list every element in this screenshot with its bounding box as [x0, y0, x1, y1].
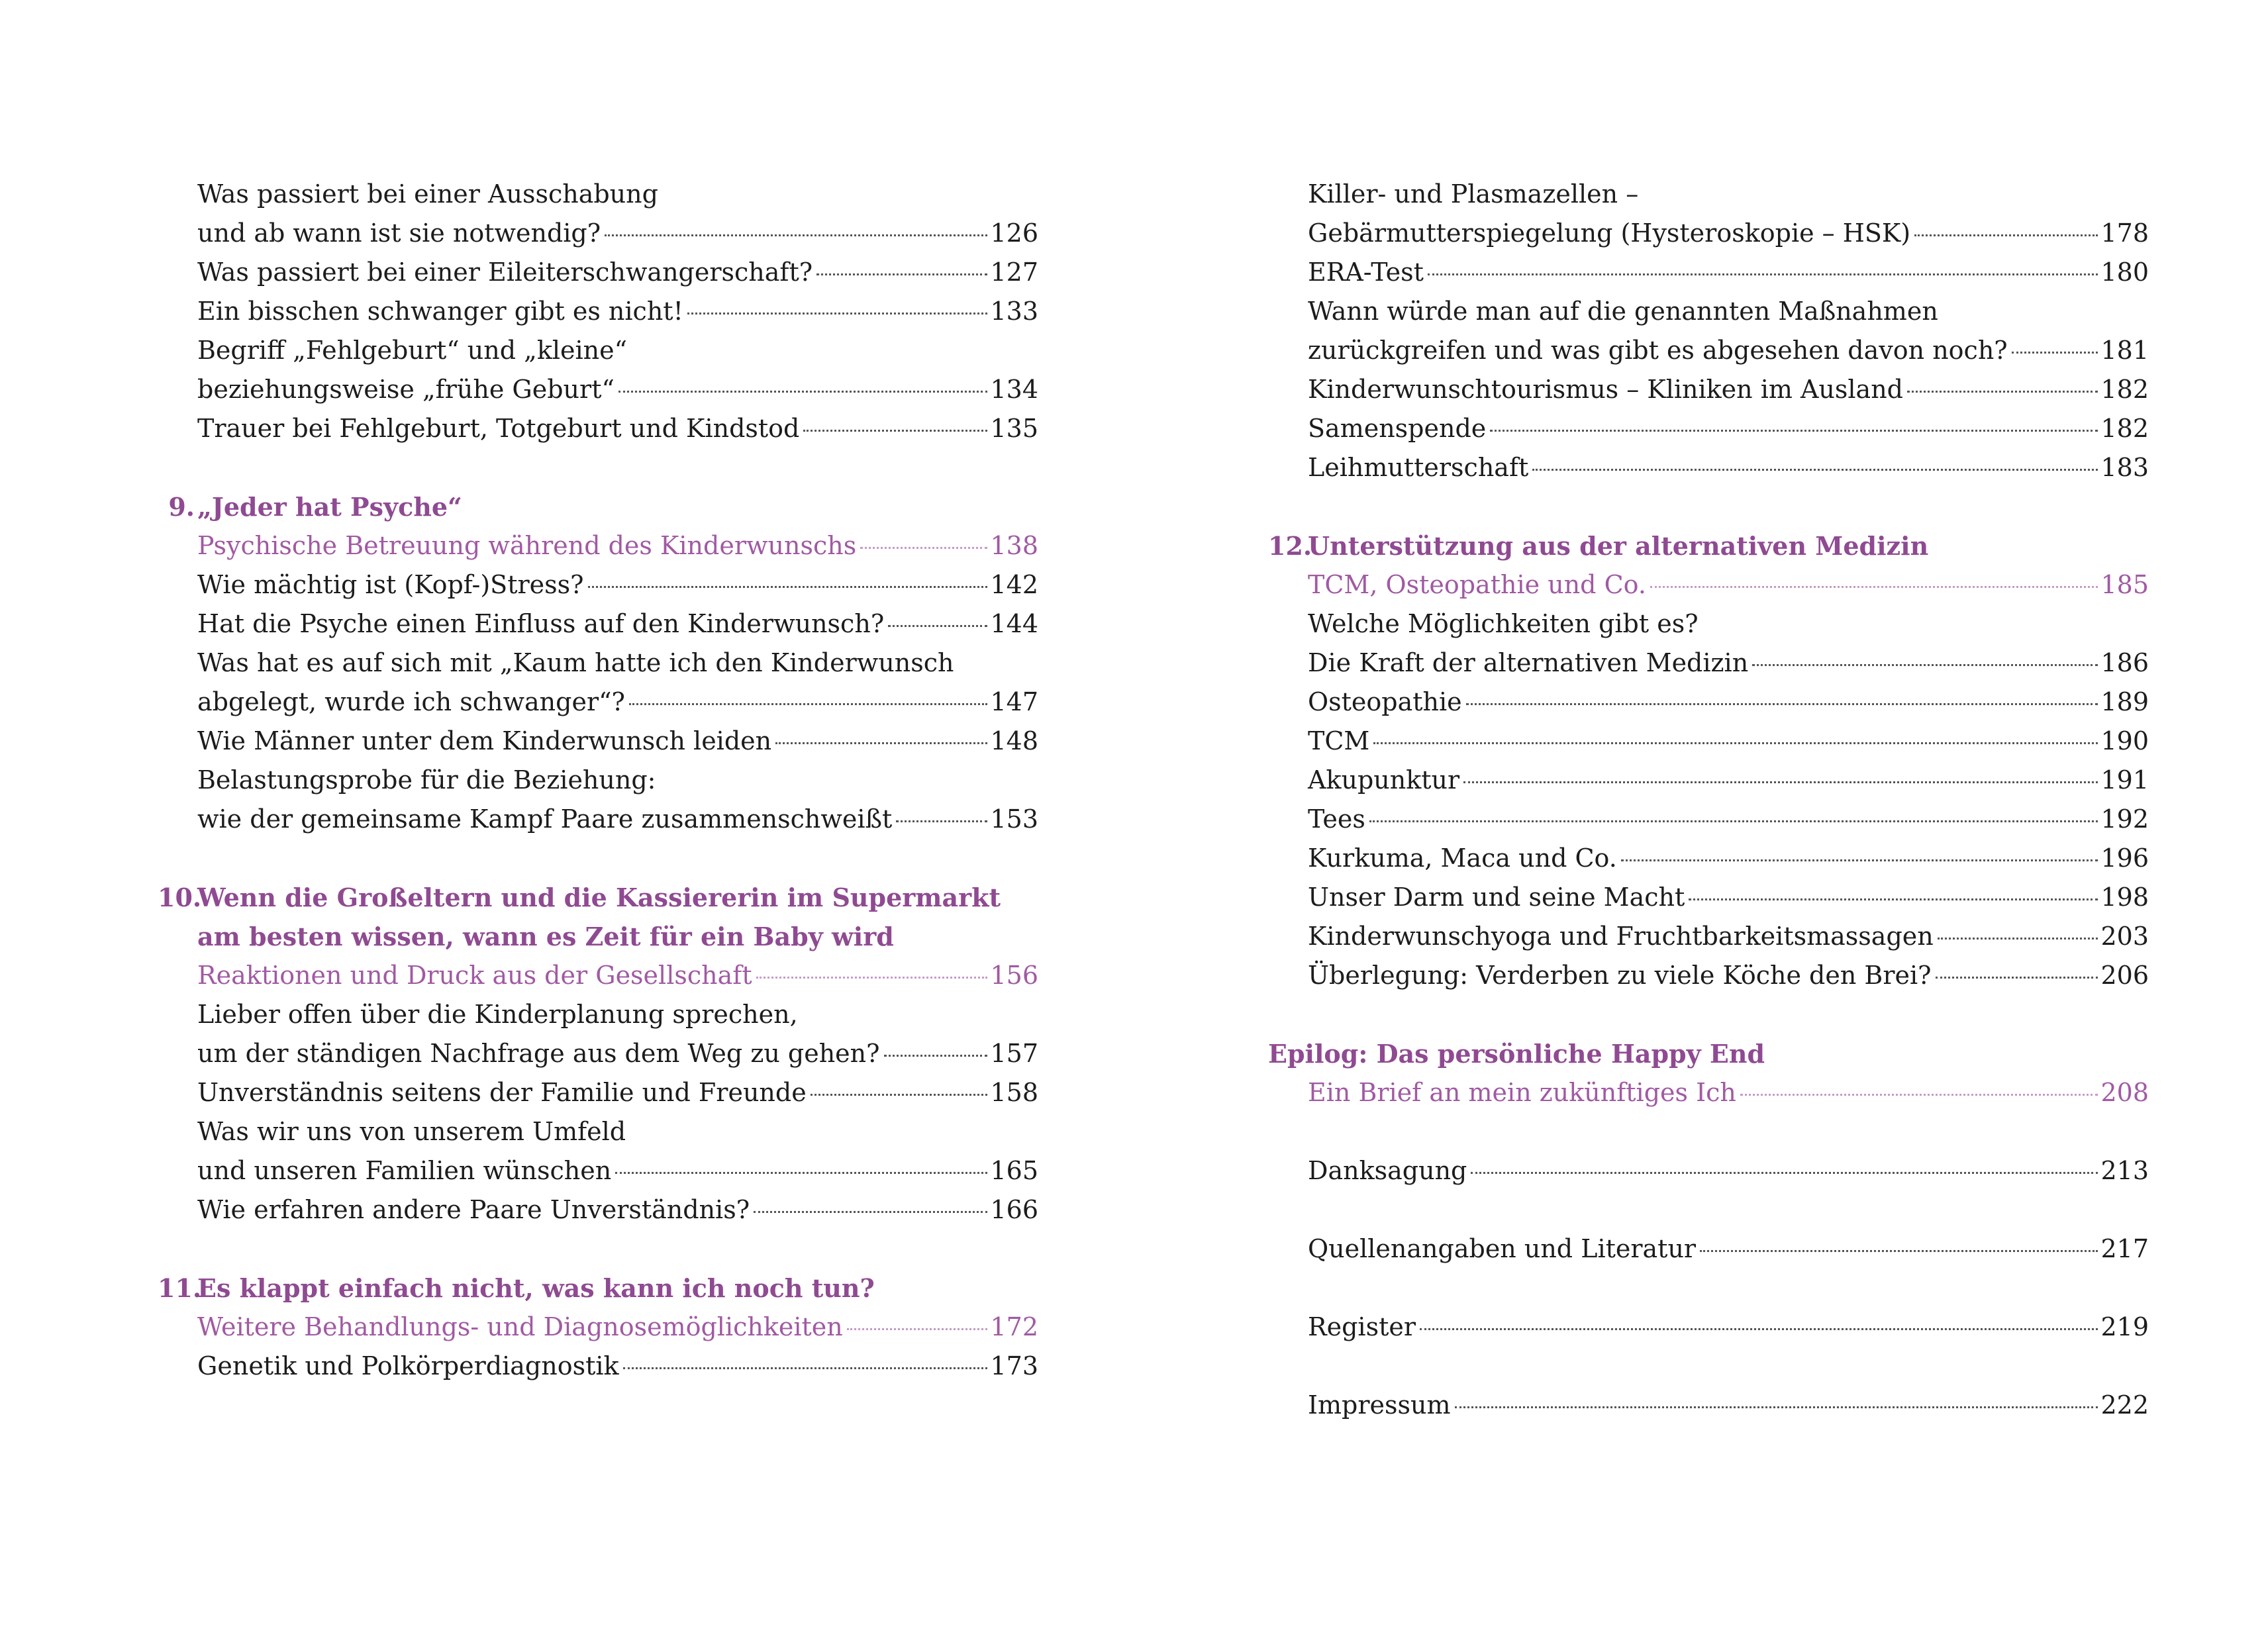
- dot-leader: [629, 703, 988, 705]
- page-number: 217: [2100, 1234, 2149, 1263]
- dot-leader: [1938, 938, 2098, 940]
- toc-entry[interactable]: Unser Darm und seine Macht 198: [1268, 878, 2149, 917]
- page-number: 185: [2100, 570, 2149, 599]
- page-number: 147: [990, 687, 1038, 716]
- page-number: 186: [2100, 648, 2149, 677]
- dot-leader: [1369, 820, 2098, 822]
- dot-leader: [1455, 1406, 2098, 1408]
- toc-entry[interactable]: Hat die Psyche einen Einfluss auf den Kinderwunsch? 144: [158, 604, 1038, 644]
- dot-leader: [615, 1172, 987, 1174]
- toc-entry[interactable]: Wie mächtig ist (Kopf-)Stress? 142: [158, 565, 1038, 604]
- toc-entry[interactable]: Wie Männer unter dem Kinderwunsch leiden 148: [158, 722, 1038, 761]
- dot-leader: [1463, 781, 2098, 783]
- dot-leader: [811, 1094, 988, 1096]
- page-number: 165: [990, 1156, 1038, 1185]
- page-number: 206: [2100, 961, 2149, 990]
- chapter-number: 12.: [1268, 531, 1312, 561]
- dot-leader: [1471, 1172, 2098, 1174]
- page-number: 189: [2100, 687, 2149, 716]
- page-number: 182: [2100, 375, 2149, 404]
- chapter-10-subtitle[interactable]: Reaktionen und Druck aus der Gesellschaft 156: [158, 956, 1038, 995]
- dot-leader: [605, 234, 987, 236]
- chapter-9-subtitle[interactable]: Psychische Betreuung während des Kinderwunschs 138: [158, 526, 1038, 565]
- toc-entry[interactable]: zurückgreifen und was gibt es abgesehen davon noch? 181: [1268, 331, 2149, 370]
- page-number: 192: [2100, 804, 2149, 834]
- page-number: 190: [2100, 726, 2149, 755]
- toc-entry[interactable]: Kinderwunschtourismus – Kliniken im Ausland 182: [1268, 370, 2149, 409]
- page-number: 213: [2100, 1156, 2149, 1185]
- toc-entry[interactable]: Leihmutterschaft 183: [1268, 448, 2149, 487]
- toc-entry[interactable]: Überlegung: Verderben zu viele Köche den Brei? 206: [1268, 956, 2149, 995]
- page-number: 172: [990, 1312, 1038, 1341]
- toc-entry[interactable]: Was passiert bei einer Eileiterschwangerschaft? 127: [158, 253, 1038, 292]
- dot-leader: [1428, 273, 2098, 275]
- page-number: 191: [2100, 765, 2149, 795]
- toc-entry[interactable]: Osteopathie 189: [1268, 683, 2149, 722]
- page-number: 196: [2100, 844, 2149, 873]
- toc-entry[interactable]: und ab wann ist sie notwendig? 126: [158, 214, 1038, 253]
- page-number: 182: [2100, 414, 2149, 443]
- dot-leader: [1936, 977, 2098, 979]
- dot-leader: [1700, 1250, 2098, 1252]
- toc-line: Was hat es auf sich mit „Kaum hatte ich den Kinderwunsch: [197, 648, 954, 677]
- toc-entry-impressum[interactable]: Impressum 222: [1268, 1386, 2149, 1425]
- toc-entry[interactable]: Genetik und Polkörperdiagnostik 173: [158, 1347, 1038, 1386]
- page-number: 178: [2100, 218, 2149, 248]
- chapter-number: 10.: [158, 883, 202, 912]
- dot-leader: [803, 430, 987, 432]
- toc-entry-danksagung[interactable]: Danksagung 213: [1268, 1151, 2149, 1190]
- page-number: 135: [990, 414, 1038, 443]
- dot-leader: [756, 977, 988, 979]
- toc-line: Killer- und Plasmazellen –: [1308, 179, 1639, 209]
- dot-leader: [1532, 469, 2098, 471]
- toc-entry[interactable]: abgelegt, wurde ich schwanger“? 147: [158, 683, 1038, 722]
- dot-leader: [1621, 859, 2098, 861]
- toc-entry[interactable]: um der ständigen Nachfrage aus dem Weg zu gehen? 157: [158, 1034, 1038, 1073]
- dot-leader: [1490, 430, 2098, 432]
- toc-entry[interactable]: Unverständnis seitens der Familie und Freunde 158: [158, 1073, 1038, 1112]
- page-number: 158: [990, 1078, 1038, 1107]
- page-number: 222: [2100, 1390, 2149, 1420]
- dot-leader: [2012, 352, 2098, 354]
- dot-leader: [1907, 391, 2098, 393]
- dot-leader: [687, 313, 988, 314]
- toc-line: Wann würde man auf die genannten Maßnahmen: [1308, 297, 1938, 326]
- dot-leader: [816, 273, 987, 275]
- page-number: 166: [990, 1195, 1038, 1224]
- toc-left-page: [158, 175, 1038, 1386]
- toc-entry[interactable]: und unseren Familien wünschen 165: [158, 1151, 1038, 1190]
- page-number: 138: [990, 531, 1038, 560]
- toc-line: Begriff „Fehlgeburt“ und „kleine“: [197, 336, 628, 365]
- page-number: 219: [2100, 1312, 2149, 1341]
- chapter-number: 9.: [168, 492, 195, 522]
- toc-line: Lieber offen über die Kinderplanung sprechen,: [197, 1000, 798, 1029]
- dot-leader: [1420, 1328, 2098, 1330]
- toc-entry[interactable]: Trauer bei Fehlgeburt, Totgeburt und Kindstod 135: [158, 409, 1038, 448]
- toc-entry[interactable]: wie der gemeinsame Kampf Paare zusammenschweißt 153: [158, 800, 1038, 839]
- toc-line: Was wir uns von unserem Umfeld: [197, 1117, 626, 1146]
- page-number: 157: [990, 1039, 1038, 1068]
- page-number: 173: [990, 1351, 1038, 1380]
- page-number: 180: [2100, 258, 2149, 287]
- page-number: 133: [990, 297, 1038, 326]
- dot-leader: [588, 586, 988, 588]
- dot-leader: [847, 1328, 988, 1330]
- toc-entry[interactable]: Die Kraft der alternativen Medizin 186: [1268, 644, 2149, 683]
- chapter-9-heading[interactable]: 9. „Jeder hat Psyche“: [158, 487, 1038, 526]
- chapter-10-heading[interactable]: 10. Wenn die Großeltern und die Kassiererin im Supermarkt: [158, 878, 1038, 917]
- toc-entry[interactable]: Kinderwunschyoga und Fruchtbarkeitsmassagen 203: [1268, 917, 2149, 956]
- toc-entry-quellenangaben[interactable]: Quellenangaben und Literatur 217: [1268, 1230, 2149, 1269]
- page-number: 181: [2100, 336, 2149, 365]
- page-number: 208: [2100, 1078, 2149, 1107]
- page-number: 198: [2100, 883, 2149, 912]
- dot-leader: [1689, 898, 2098, 900]
- toc-line: Belastungsprobe für die Beziehung:: [197, 765, 656, 795]
- chapter-number: 11.: [158, 1273, 202, 1303]
- dot-leader: [1914, 234, 2098, 236]
- dot-leader: [754, 1211, 987, 1213]
- page-number: 183: [2100, 453, 2149, 482]
- toc-entry-register[interactable]: Register 219: [1268, 1308, 2149, 1347]
- toc-right-page: [1268, 175, 2149, 1425]
- page-number: 156: [990, 961, 1038, 990]
- page-number: 148: [990, 726, 1038, 755]
- page-number: 142: [990, 570, 1038, 599]
- dot-leader: [1466, 703, 2098, 705]
- toc-entry[interactable]: ERA-Test 180: [1268, 253, 2149, 292]
- page-number: 144: [990, 609, 1038, 638]
- dot-leader: [1752, 664, 2098, 666]
- dot-leader: [1740, 1094, 2098, 1096]
- dot-leader: [884, 1055, 988, 1057]
- dot-leader: [775, 742, 987, 744]
- chapter-12-heading[interactable]: 12. Unterstützung aus der alternativen Medizin: [1268, 526, 2149, 565]
- chapter-11-subtitle[interactable]: Weitere Behandlungs- und Diagnosemöglichkeiten 172: [158, 1308, 1038, 1347]
- dot-leader: [860, 547, 987, 549]
- toc-entry[interactable]: beziehungsweise „frühe Geburt“ 134: [158, 370, 1038, 409]
- chapter-10-heading-line-2[interactable]: am besten wissen, wann es Zeit für ein Baby wird: [197, 922, 894, 951]
- toc-entry[interactable]: Ein bisschen schwanger gibt es nicht! 133: [158, 292, 1038, 331]
- dot-leader: [1650, 586, 2098, 588]
- toc-entry[interactable]: Kurkuma, Maca und Co. 196: [1268, 839, 2149, 878]
- page-number: 127: [990, 258, 1038, 287]
- toc-entry[interactable]: Samenspende 182: [1268, 409, 2149, 448]
- epilog-heading[interactable]: Epilog: Das persönliche Happy End: [1268, 1039, 1765, 1069]
- toc-entry[interactable]: Wie erfahren andere Paare Unverständnis? 166: [158, 1190, 1038, 1230]
- chapter-12-subtitle[interactable]: TCM, Osteopathie und Co. 185: [1268, 565, 2149, 604]
- dot-leader: [896, 820, 987, 822]
- page-number: 153: [990, 804, 1038, 834]
- dot-leader: [1373, 742, 2098, 744]
- page-number: 126: [990, 218, 1038, 248]
- toc-entry[interactable]: TCM 190: [1268, 722, 2149, 761]
- chapter-11-heading[interactable]: 11. Es klappt einfach nicht, was kann ich noch tun?: [158, 1269, 1038, 1308]
- dot-leader: [888, 625, 987, 627]
- toc-entry[interactable]: Tees 192: [1268, 800, 2149, 839]
- dot-leader: [618, 391, 988, 393]
- toc-line: Welche Möglichkeiten gibt es?: [1308, 609, 1699, 638]
- toc-line: Was passiert bei einer Ausschabung: [197, 179, 658, 209]
- page-number: 203: [2100, 922, 2149, 951]
- page-number: 134: [990, 375, 1038, 404]
- epilog-subtitle[interactable]: Ein Brief an mein zukünftiges Ich 208: [1268, 1073, 2149, 1112]
- toc-entry[interactable]: Gebärmutterspiegelung (Hysteroskopie – HSK) 178: [1268, 214, 2149, 253]
- dot-leader: [623, 1367, 988, 1369]
- toc-entry[interactable]: Akupunktur 191: [1268, 761, 2149, 800]
